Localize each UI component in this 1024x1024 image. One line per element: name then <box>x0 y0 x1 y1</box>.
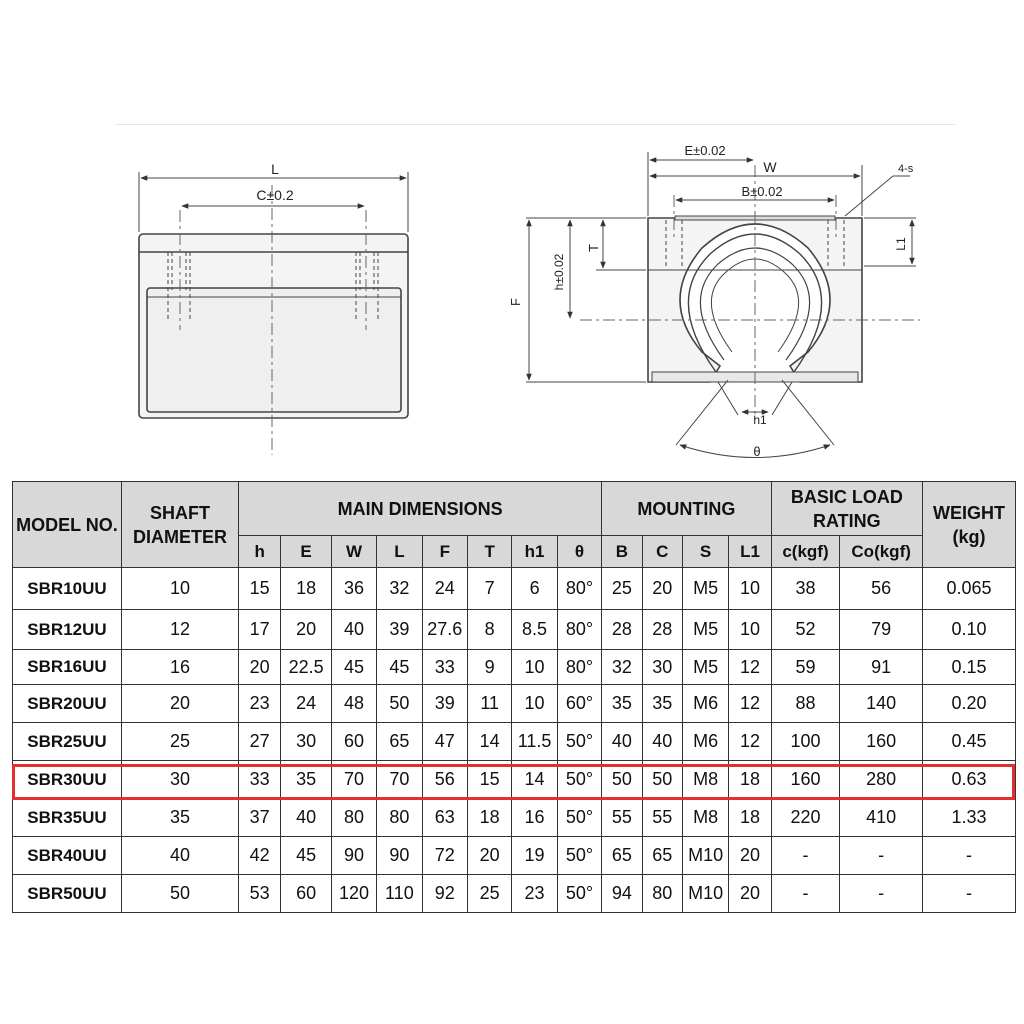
value-cell: 92 <box>422 875 467 913</box>
value-cell: 45 <box>331 650 376 685</box>
value-cell: 50° <box>557 723 601 761</box>
value-cell: 80° <box>557 610 601 650</box>
value-cell: 280 <box>840 761 923 799</box>
value-cell: 50 <box>602 761 642 799</box>
technical-drawing <box>0 0 1024 470</box>
value-cell: M8 <box>682 799 728 837</box>
table-row <box>13 610 1016 650</box>
subheader-cell: Co(kgf) <box>840 536 923 568</box>
value-cell: 20 <box>239 650 281 685</box>
value-cell: 55 <box>642 799 682 837</box>
value-cell: 37 <box>239 799 281 837</box>
header-main-dimensions: MAIN DIMENSIONS <box>239 482 602 536</box>
value-cell: 65 <box>602 837 642 875</box>
value-cell: 55 <box>602 799 642 837</box>
value-cell: 10 <box>121 568 238 610</box>
model-cell: SBR30UU <box>13 761 122 799</box>
table-row <box>13 723 1016 761</box>
value-cell: 47 <box>422 723 467 761</box>
side-label-B: B±0.02 <box>741 184 783 199</box>
subheader-cell: S <box>682 536 728 568</box>
value-cell: 38 <box>771 568 840 610</box>
value-cell: 410 <box>840 799 923 837</box>
value-cell: 12 <box>729 685 771 723</box>
value-cell: 60 <box>281 875 331 913</box>
subheader-cell: h <box>239 536 281 568</box>
subheader-cell: C <box>642 536 682 568</box>
value-cell: - <box>840 875 923 913</box>
value-cell: 90 <box>377 837 422 875</box>
side-view <box>526 152 920 458</box>
value-cell: 17 <box>239 610 281 650</box>
front-label-C: C±0.2 <box>256 187 294 203</box>
value-cell: 6 <box>512 568 557 610</box>
model-cell: SBR25UU <box>13 723 122 761</box>
value-cell: 30 <box>281 723 331 761</box>
value-cell: 22.5 <box>281 650 331 685</box>
model-cell: SBR50UU <box>13 875 122 913</box>
value-cell: 91 <box>840 650 923 685</box>
value-cell: 42 <box>239 837 281 875</box>
table-row <box>13 837 1016 875</box>
value-cell: 45 <box>377 650 422 685</box>
value-cell: 160 <box>840 723 923 761</box>
value-cell: 8.5 <box>512 610 557 650</box>
value-cell: 50° <box>557 875 601 913</box>
value-cell: 65 <box>642 837 682 875</box>
table-row <box>13 568 1016 610</box>
value-cell: 50 <box>377 685 422 723</box>
subheader-cell: F <box>422 536 467 568</box>
value-cell: 27 <box>239 723 281 761</box>
value-cell: 23 <box>239 685 281 723</box>
value-cell: 40 <box>642 723 682 761</box>
value-cell: 18 <box>729 761 771 799</box>
value-cell: 45 <box>281 837 331 875</box>
value-cell: 60° <box>557 685 601 723</box>
value-cell: 25 <box>121 723 238 761</box>
value-cell: 56 <box>840 568 923 610</box>
value-cell: 15 <box>467 761 511 799</box>
side-label-S: 4-s <box>898 163 914 175</box>
value-cell: 20 <box>729 837 771 875</box>
subheader-cell: h1 <box>512 536 557 568</box>
model-cell: SBR16UU <box>13 650 122 685</box>
value-cell: 52 <box>771 610 840 650</box>
value-cell: 94 <box>602 875 642 913</box>
value-cell: 39 <box>422 685 467 723</box>
value-cell: M8 <box>682 761 728 799</box>
value-cell: M5 <box>682 650 728 685</box>
value-cell: 160 <box>771 761 840 799</box>
side-label-E: E±0.02 <box>684 143 726 158</box>
model-cell: SBR40UU <box>13 837 122 875</box>
value-cell: 48 <box>331 685 376 723</box>
value-cell: 39 <box>377 610 422 650</box>
value-cell: 35 <box>281 761 331 799</box>
value-cell: 15 <box>239 568 281 610</box>
side-label-F: F <box>508 298 523 306</box>
value-cell: 36 <box>331 568 376 610</box>
value-cell: 100 <box>771 723 840 761</box>
value-cell: 11 <box>467 685 511 723</box>
value-cell: 0.45 <box>923 723 1016 761</box>
value-cell: M5 <box>682 568 728 610</box>
table-row <box>13 761 1016 799</box>
value-cell: 50 <box>121 875 238 913</box>
value-cell: M10 <box>682 875 728 913</box>
value-cell: 220 <box>771 799 840 837</box>
value-cell: 50° <box>557 761 601 799</box>
value-cell: 35 <box>642 685 682 723</box>
value-cell: 88 <box>771 685 840 723</box>
value-cell: 1.33 <box>923 799 1016 837</box>
value-cell: 80 <box>331 799 376 837</box>
value-cell: 19 <box>512 837 557 875</box>
value-cell: 10 <box>512 685 557 723</box>
value-cell: 20 <box>121 685 238 723</box>
subheader-cell: L1 <box>729 536 771 568</box>
header-shaft: SHAFT DIAMETER <box>121 482 238 568</box>
side-label-h1: h1 <box>753 413 767 427</box>
value-cell: 110 <box>377 875 422 913</box>
value-cell: 20 <box>729 875 771 913</box>
table-row <box>13 799 1016 837</box>
value-cell: 70 <box>331 761 376 799</box>
value-cell: 0.065 <box>923 568 1016 610</box>
value-cell: 8 <box>467 610 511 650</box>
side-label-W: W <box>763 159 777 175</box>
value-cell: - <box>771 837 840 875</box>
value-cell: 35 <box>602 685 642 723</box>
value-cell: 70 <box>377 761 422 799</box>
value-cell: 59 <box>771 650 840 685</box>
subheader-cell: T <box>467 536 511 568</box>
value-cell: - <box>923 837 1016 875</box>
model-cell: SBR35UU <box>13 799 122 837</box>
value-cell: 120 <box>331 875 376 913</box>
value-cell: 56 <box>422 761 467 799</box>
value-cell: 32 <box>602 650 642 685</box>
model-cell: SBR10UU <box>13 568 122 610</box>
subheader-cell: E <box>281 536 331 568</box>
value-cell: 53 <box>239 875 281 913</box>
value-cell: 18 <box>467 799 511 837</box>
table-row <box>13 650 1016 685</box>
value-cell: - <box>771 875 840 913</box>
value-cell: 7 <box>467 568 511 610</box>
front-view <box>139 172 408 455</box>
value-cell: 50° <box>557 799 601 837</box>
value-cell: M6 <box>682 723 728 761</box>
value-cell: 80° <box>557 568 601 610</box>
subheader-cell: L <box>377 536 422 568</box>
spec-table <box>12 481 1016 913</box>
value-cell: 28 <box>642 610 682 650</box>
value-cell: 72 <box>422 837 467 875</box>
header-model: MODEL NO. <box>13 482 122 568</box>
value-cell: 30 <box>121 761 238 799</box>
value-cell: M6 <box>682 685 728 723</box>
value-cell: 40 <box>121 837 238 875</box>
value-cell: 16 <box>121 650 238 685</box>
value-cell: 9 <box>467 650 511 685</box>
value-cell: M10 <box>682 837 728 875</box>
value-cell: 63 <box>422 799 467 837</box>
value-cell: 65 <box>377 723 422 761</box>
value-cell: 60 <box>331 723 376 761</box>
value-cell: 80 <box>377 799 422 837</box>
value-cell: 25 <box>467 875 511 913</box>
value-cell: 33 <box>239 761 281 799</box>
value-cell: 32 <box>377 568 422 610</box>
value-cell: 25 <box>602 568 642 610</box>
value-cell: 12 <box>729 650 771 685</box>
side-label-T: T <box>586 244 601 252</box>
value-cell: 28 <box>602 610 642 650</box>
value-cell: 10 <box>512 650 557 685</box>
value-cell: 24 <box>422 568 467 610</box>
value-cell: 14 <box>512 761 557 799</box>
value-cell: 18 <box>281 568 331 610</box>
value-cell: 18 <box>729 799 771 837</box>
value-cell: 90 <box>331 837 376 875</box>
value-cell: 16 <box>512 799 557 837</box>
value-cell: 30 <box>642 650 682 685</box>
value-cell: 50 <box>642 761 682 799</box>
value-cell: 11.5 <box>512 723 557 761</box>
value-cell: 0.20 <box>923 685 1016 723</box>
value-cell: 10 <box>729 568 771 610</box>
value-cell: - <box>923 875 1016 913</box>
subheader-cell: B <box>602 536 642 568</box>
value-cell: 33 <box>422 650 467 685</box>
subheader-cell: θ <box>557 536 601 568</box>
value-cell: 140 <box>840 685 923 723</box>
value-cell: 79 <box>840 610 923 650</box>
model-cell: SBR20UU <box>13 685 122 723</box>
value-cell: 40 <box>331 610 376 650</box>
value-cell: 35 <box>121 799 238 837</box>
model-cell: SBR12UU <box>13 610 122 650</box>
subheader-cell: c(kgf) <box>771 536 840 568</box>
value-cell: 14 <box>467 723 511 761</box>
header-mounting: MOUNTING <box>602 482 772 536</box>
table-row <box>13 685 1016 723</box>
value-cell: 12 <box>729 723 771 761</box>
value-cell: 27.6 <box>422 610 467 650</box>
value-cell: 80 <box>642 875 682 913</box>
subheader-cell: W <box>331 536 376 568</box>
value-cell: - <box>840 837 923 875</box>
value-cell: 0.10 <box>923 610 1016 650</box>
front-label-L: L <box>271 161 279 177</box>
value-cell: 20 <box>642 568 682 610</box>
value-cell: 24 <box>281 685 331 723</box>
value-cell: 23 <box>512 875 557 913</box>
value-cell: 20 <box>467 837 511 875</box>
table-row <box>13 875 1016 913</box>
value-cell: 40 <box>602 723 642 761</box>
header-load-rating: BASIC LOAD RATING <box>771 482 922 536</box>
side-label-h: h±0.02 <box>552 253 566 291</box>
value-cell: M5 <box>682 610 728 650</box>
side-label-L1: L1 <box>894 237 908 251</box>
value-cell: 0.15 <box>923 650 1016 685</box>
value-cell: 40 <box>281 799 331 837</box>
side-label-theta: θ <box>753 444 761 459</box>
value-cell: 80° <box>557 650 601 685</box>
value-cell: 50° <box>557 837 601 875</box>
value-cell: 0.63 <box>923 761 1016 799</box>
value-cell: 12 <box>121 610 238 650</box>
header-weight: WEIGHT (kg) <box>923 482 1016 568</box>
value-cell: 20 <box>281 610 331 650</box>
value-cell: 10 <box>729 610 771 650</box>
